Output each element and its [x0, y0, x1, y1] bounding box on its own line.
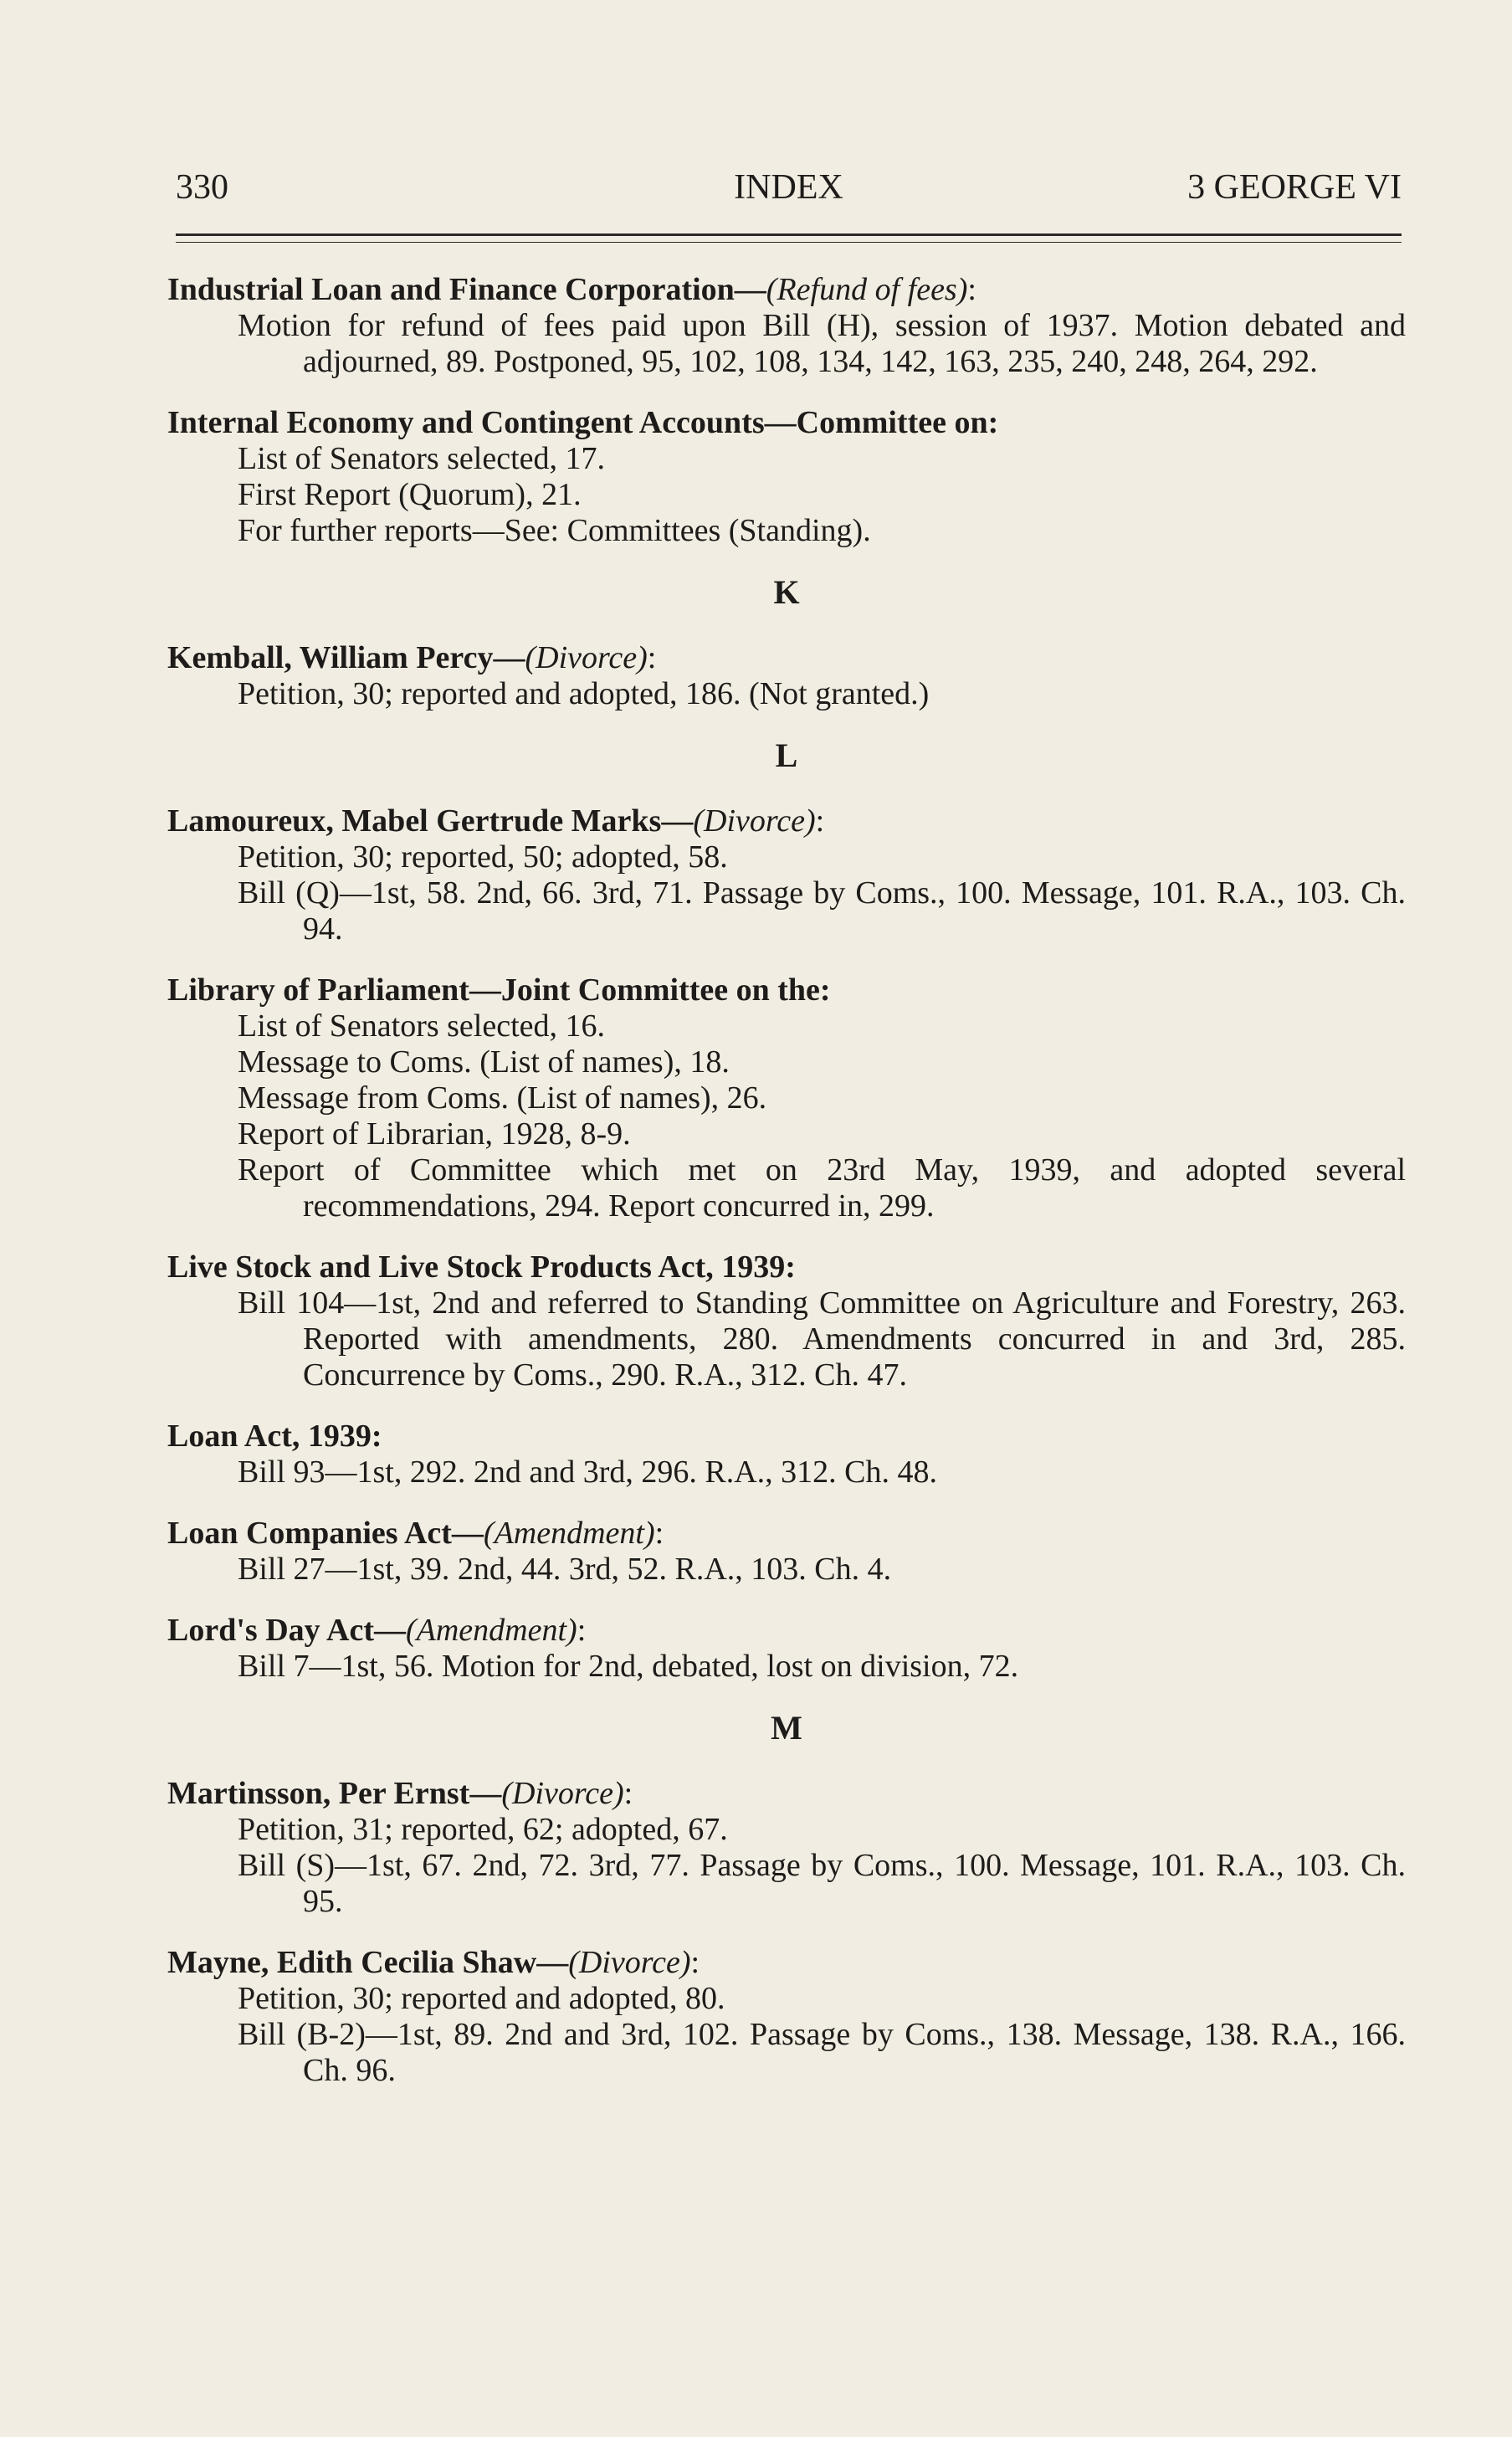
index-entry [167, 1945, 1406, 2089]
entry-line: Bill (S)—1st, 67. 2nd, 72. 3rd, 77. Passage by Coms., 100. Message, 101. R.A., 103. Ch. 95. [238, 1848, 1406, 1919]
entry-lines [167, 1552, 1406, 1588]
entry-line: Bill (Q)—1st, 58. 2nd, 66. 3rd, 71. Passage by Coms., 100. Message, 101. R.A., 103. Ch. 94. [238, 875, 1406, 947]
entry-lines [167, 1981, 1406, 2089]
entry-colon: : [690, 1945, 700, 1980]
entry-heading [167, 972, 1406, 1008]
page-number: 330 [176, 168, 228, 207]
entry-line: Bill 104—1st, 2nd and referred to Standing Committee on Agriculture and Forestry, 263. Reported with amendments, 280. Amendments concurred in and 3rd, 285. Concurrence by Coms., 290. R.A., 312. Ch. 47. [238, 1285, 1406, 1393]
entry-lines [167, 1455, 1406, 1490]
entry-qualifier: (Divorce) [568, 1945, 691, 1980]
entry-line: Bill 27—1st, 39. 2nd, 44. 3rd, 52. R.A., 103. Ch. 4. [238, 1552, 892, 1587]
letter-heading-m: M [771, 1709, 802, 1747]
entry-lines [167, 1812, 1406, 1920]
entry-lines [167, 1649, 1406, 1685]
entry-title: Kemball, William Percy— [167, 640, 525, 675]
entry-line: Message to Coms. (List of names), 18. [238, 1044, 730, 1080]
entry-lines [167, 308, 1406, 380]
section-l [167, 803, 1406, 1685]
entry-title: Lord's Day Act— [167, 1613, 406, 1648]
entry-title: Live Stock and Live Stock Products Act, 1939: [167, 1249, 796, 1285]
entry-line: Report of Librarian, 1928, 8-9. [238, 1116, 631, 1152]
entry-line: Petition, 30; reported and adopted, 186. (Not granted.) [238, 676, 930, 711]
entry-title: Loan Companies Act— [167, 1516, 484, 1551]
header-rule [176, 233, 1402, 243]
entry-qualifier: (Amendment) [483, 1516, 655, 1551]
entry-title: Library of Parliament—Joint Committee on the: [167, 972, 831, 1008]
entry-colon: : [815, 803, 825, 839]
entry-qualifier: (Amendment) [406, 1613, 577, 1648]
entry-colon: : [647, 640, 657, 675]
section-i [167, 272, 1406, 549]
volume-label: 3 GEORGE VI [1187, 168, 1402, 207]
letter-heading-l: L [775, 736, 798, 774]
entry-line: List of Senators selected, 17. [238, 441, 606, 476]
index-body [167, 272, 1406, 2114]
section-k [167, 640, 1406, 712]
entry-line: Petition, 30; reported, 50; adopted, 58. [238, 839, 728, 875]
entry-qualifier: (Refund of fees) [766, 272, 968, 307]
entry-heading [167, 1249, 1406, 1285]
entry-line: List of Senators selected, 16. [238, 1008, 606, 1044]
entry-title: Internal Economy and Contingent Accounts—Committee on: [167, 405, 999, 440]
entry-qualifier: (Divorce) [693, 803, 816, 839]
letter-heading-k: K [773, 573, 800, 611]
entry-lines [167, 839, 1406, 947]
index-entry [167, 1776, 1406, 1920]
entry-title: Mayne, Edith Cecilia Shaw— [167, 1945, 569, 1980]
index-entry [167, 972, 1406, 1224]
entry-heading [167, 803, 1406, 839]
entry-title: Martinsson, Per Ernst— [167, 1776, 502, 1811]
entry-qualifier: (Divorce) [501, 1776, 624, 1811]
entry-heading [167, 272, 1406, 308]
entry-qualifier: (Divorce) [525, 640, 648, 675]
entry-colon: : [967, 272, 976, 307]
entry-colon: : [577, 1613, 587, 1648]
entry-heading [167, 1516, 1406, 1552]
page-header [176, 167, 1402, 218]
index-entry [167, 1249, 1406, 1393]
entry-title: Loan Act, 1939: [167, 1419, 382, 1454]
index-entry [167, 640, 1406, 712]
entry-heading [167, 1945, 1406, 1981]
entry-line: Bill 7—1st, 56. Motion for 2nd, debated, lost on division, 72. [238, 1649, 1019, 1684]
entry-heading [167, 1613, 1406, 1649]
entry-line: Bill (B-2)—1st, 89. 2nd and 3rd, 102. Passage by Coms., 138. Message, 138. R.A., 166. Ch. 96. [238, 2017, 1406, 2088]
entry-lines [167, 676, 1406, 712]
entry-title: Industrial Loan and Finance Corporation— [167, 272, 766, 307]
index-entry [167, 803, 1406, 947]
entry-heading [167, 1776, 1406, 1812]
entry-lines [167, 441, 1406, 549]
section-m [167, 1776, 1406, 2089]
entry-line: Bill 93—1st, 292. 2nd and 3rd, 296. R.A., 312. Ch. 48. [238, 1455, 938, 1490]
index-entry [167, 272, 1406, 380]
index-entry [167, 1419, 1406, 1490]
entry-lines [167, 1285, 1406, 1393]
entry-lines [167, 1008, 1406, 1224]
entry-title: Lamoureux, Mabel Gertrude Marks— [167, 803, 694, 839]
entry-line: Petition, 31; reported, 62; adopted, 67. [238, 1812, 728, 1847]
entry-line: Petition, 30; reported and adopted, 80. [238, 1981, 725, 2016]
index-entry [167, 405, 1406, 549]
entry-line: First Report (Quorum), 21. [238, 477, 582, 512]
index-entry [167, 1516, 1406, 1588]
running-head: INDEX [734, 168, 843, 207]
entry-colon: : [654, 1516, 664, 1551]
entry-heading [167, 405, 1406, 441]
entry-heading [167, 1419, 1406, 1455]
entry-heading [167, 640, 1406, 676]
entry-line: Motion for refund of fees paid upon Bill (H), session of 1937. Motion debated and adjourned, 89. Postponed, 95, 102, 108, 134, 142, 163, 235, 240, 248, 264, 292. [238, 308, 1406, 379]
entry-line: Message from Coms. (List of names), 26. [238, 1080, 767, 1116]
entry-colon: : [623, 1776, 633, 1811]
entry-line: Report of Committee which met on 23rd May, 1939, and adopted several recommendations, 294. Report concurred in, 299. [238, 1152, 1406, 1224]
index-entry [167, 1613, 1406, 1685]
entry-line: For further reports—See: Committees (Standing). [238, 513, 871, 548]
